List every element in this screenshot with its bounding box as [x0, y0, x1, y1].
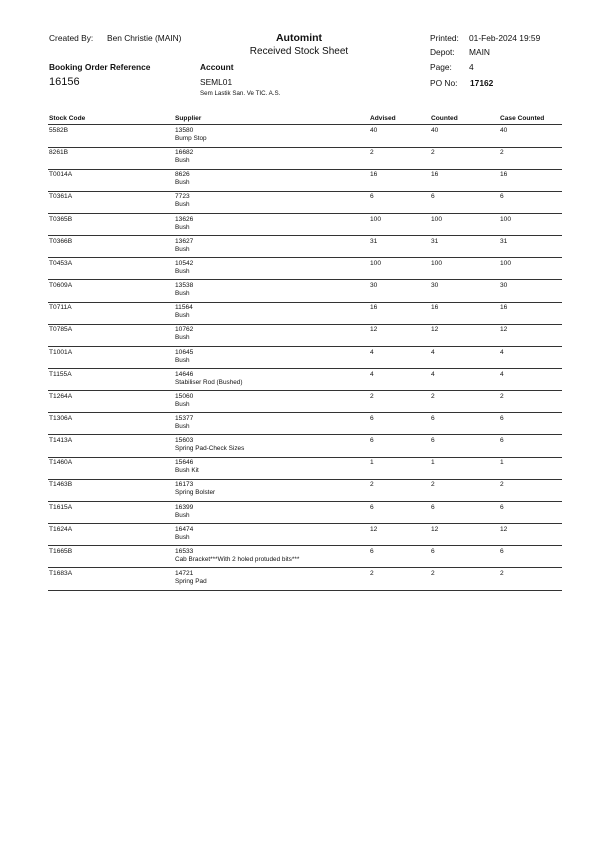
counted-cell: 12	[431, 326, 439, 334]
case-counted-cell: 6	[500, 503, 504, 511]
table-row	[0, 216, 595, 238]
case-counted-cell: 2	[500, 392, 504, 400]
description-cell: Bush	[175, 334, 190, 342]
row-divider	[48, 412, 562, 413]
table-row	[0, 326, 595, 348]
table-row	[0, 304, 595, 326]
stock-code-cell: T1463B	[49, 481, 73, 489]
description-cell: Bush	[175, 223, 190, 231]
description-cell: Stabiliser Rod (Bushed)	[175, 378, 243, 386]
supplier-code-cell: 11564	[175, 304, 193, 312]
table-row	[0, 570, 595, 592]
case-counted-cell: 2	[500, 481, 504, 489]
stock-code-cell: T0366B	[49, 237, 73, 245]
description-cell: Bush	[175, 422, 190, 430]
advised-cell: 16	[370, 171, 378, 179]
col-stock-code: Stock Code	[49, 115, 86, 122]
table-row	[0, 349, 595, 371]
header-divider	[48, 124, 562, 125]
created-by-label: Created By:	[49, 33, 94, 43]
description-cell: Bush Kit	[175, 467, 199, 475]
table-row	[0, 415, 595, 437]
counted-cell: 40	[431, 127, 439, 134]
row-divider	[48, 368, 562, 369]
counted-cell: 1	[431, 459, 435, 467]
description-cell: Bush	[175, 533, 190, 541]
counted-cell: 100	[431, 215, 443, 223]
case-counted-cell: 30	[500, 282, 508, 290]
row-divider	[48, 390, 562, 391]
advised-cell: 6	[370, 437, 374, 445]
stock-code-cell: T1413A	[49, 437, 73, 445]
table-row	[0, 260, 595, 282]
case-counted-cell: 6	[500, 414, 504, 422]
description-cell: Bush	[175, 201, 190, 209]
supplier-code-cell: 16399	[175, 503, 194, 511]
stock-code-cell: T1624A	[49, 525, 73, 533]
counted-cell: 4	[431, 348, 435, 356]
table-row	[0, 282, 595, 304]
stock-code-cell: T0361A	[49, 193, 73, 201]
case-counted-cell: 1	[500, 459, 504, 467]
case-counted-cell: 31	[500, 237, 508, 245]
description-cell: Bush	[175, 511, 190, 519]
counted-cell: 16	[431, 304, 439, 312]
table-row	[0, 526, 595, 548]
supplier-code-cell: 7723	[175, 193, 190, 201]
stock-code-cell: T1264A	[49, 392, 73, 400]
case-counted-cell: 16	[500, 304, 508, 312]
printed-value: 01-Feb-2024 19:59	[469, 33, 541, 43]
advised-cell: 4	[370, 348, 374, 356]
po-value: 17162	[470, 78, 494, 88]
counted-cell: 6	[431, 547, 435, 555]
advised-cell: 100	[370, 259, 382, 267]
counted-cell: 31	[431, 237, 439, 245]
table-row	[0, 393, 595, 415]
counted-cell: 2	[431, 481, 435, 489]
created-by-value: Ben Christie (MAIN)	[107, 33, 182, 43]
description-cell: Spring Pad	[175, 578, 207, 585]
stock-code-cell: T0365B	[49, 215, 73, 223]
case-counted-cell: 16	[500, 171, 508, 179]
table-row	[0, 504, 595, 526]
description-cell: Bump Stop	[175, 135, 207, 142]
row-divider	[48, 257, 562, 258]
table-row	[0, 437, 595, 459]
supplier-code-cell: 10645	[175, 348, 194, 356]
stock-code-cell: T0785A	[49, 326, 73, 334]
case-counted-cell: 6	[500, 193, 504, 201]
description-cell: Cab Bracket***With 2 holed protuded bits***	[175, 555, 300, 563]
supplier-code-cell: 16173	[175, 481, 194, 489]
advised-cell: 16	[370, 304, 378, 312]
col-advised: Advised	[370, 115, 396, 122]
advised-cell: 30	[370, 282, 378, 290]
row-divider	[48, 324, 562, 325]
case-counted-cell: 6	[500, 547, 504, 555]
advised-cell: 40	[370, 127, 378, 134]
booking-ref-value: 16156	[49, 76, 80, 88]
supplier-code-cell: 16533	[175, 547, 194, 555]
row-divider	[48, 302, 562, 303]
col-case-counted: Case Counted	[500, 115, 545, 122]
depot-label: Depot:	[430, 47, 455, 57]
row-divider	[48, 346, 562, 347]
counted-cell: 2	[431, 392, 435, 400]
row-divider	[48, 191, 562, 192]
advised-cell: 6	[370, 503, 374, 511]
case-counted-cell: 40	[500, 127, 508, 134]
advised-cell: 1	[370, 459, 374, 467]
supplier-code-cell: 15603	[175, 437, 194, 445]
stock-code-cell: T0453A	[49, 259, 73, 267]
account-name: Sem Lastik San. Ve TIC. A.S.	[200, 90, 281, 97]
stock-code-cell: T0609A	[49, 282, 73, 290]
row-divider	[48, 213, 562, 214]
table-row	[0, 127, 595, 149]
case-counted-cell: 2	[500, 149, 504, 157]
table-row	[0, 548, 595, 570]
supplier-code-cell: 14721	[175, 570, 194, 577]
description-cell: Bush	[175, 356, 190, 364]
stock-code-cell: T1460A	[49, 459, 73, 467]
counted-cell: 2	[431, 149, 435, 157]
counted-cell: 6	[431, 193, 435, 201]
counted-cell: 6	[431, 503, 435, 511]
stock-code-cell: T1683A	[49, 570, 73, 577]
counted-cell: 6	[431, 437, 435, 445]
row-divider	[48, 523, 562, 524]
description-cell: Bush	[175, 157, 190, 165]
supplier-code-cell: 8626	[175, 171, 190, 179]
case-counted-cell: 4	[500, 348, 504, 356]
supplier-code-cell: 14646	[175, 370, 194, 378]
description-cell: Bush	[175, 400, 190, 408]
advised-cell: 6	[370, 547, 374, 555]
description-cell: Spring Bolster	[175, 489, 216, 497]
page-value: 4	[469, 62, 474, 72]
description-cell: Spring Pad-Check Sizes	[175, 445, 245, 453]
case-counted-cell: 4	[500, 370, 504, 378]
advised-cell: 6	[370, 193, 374, 201]
description-cell: Bush	[175, 312, 190, 320]
table-row	[0, 238, 595, 260]
row-divider	[48, 501, 562, 502]
supplier-code-cell: 15377	[175, 414, 194, 422]
table-row	[0, 481, 595, 503]
stock-code-cell: T0014A	[49, 171, 73, 179]
col-counted: Counted	[431, 115, 458, 122]
advised-cell: 100	[370, 215, 382, 223]
printed-label: Printed:	[430, 33, 459, 43]
advised-cell: 12	[370, 525, 378, 533]
po-label: PO No:	[430, 78, 458, 88]
counted-cell: 6	[431, 414, 435, 422]
stock-code-cell: T1306A	[49, 414, 73, 422]
advised-cell: 2	[370, 481, 374, 489]
depot-value: MAIN	[469, 47, 490, 57]
counted-cell: 100	[431, 259, 443, 267]
table-row	[0, 371, 595, 393]
row-divider	[48, 279, 562, 280]
description-cell: Bush	[175, 267, 190, 275]
supplier-code-cell: 10762	[175, 326, 194, 334]
stock-code-cell: T1001A	[49, 348, 73, 356]
page-label: Page:	[430, 62, 452, 72]
row-divider	[48, 545, 562, 546]
supplier-code-cell: 15646	[175, 459, 194, 467]
row-divider	[48, 590, 562, 591]
advised-cell: 31	[370, 237, 378, 245]
table-row	[0, 149, 595, 171]
row-divider	[48, 235, 562, 236]
supplier-code-cell: 13626	[175, 215, 194, 223]
supplier-code-cell: 16474	[175, 525, 194, 533]
supplier-code-cell: 13538	[175, 282, 194, 290]
stock-code-cell: 5582B	[49, 127, 69, 134]
counted-cell: 4	[431, 370, 435, 378]
stock-code-cell: 8261B	[49, 149, 69, 157]
stock-code-cell: T1615A	[49, 503, 73, 511]
table-row	[0, 193, 595, 215]
description-cell: Bush	[175, 179, 190, 187]
advised-cell: 12	[370, 326, 378, 334]
supplier-code-cell: 16682	[175, 149, 194, 157]
case-counted-cell: 12	[500, 326, 508, 334]
row-divider	[48, 567, 562, 568]
advised-cell: 6	[370, 414, 374, 422]
booking-ref-label: Booking Order Reference	[49, 62, 151, 72]
counted-cell: 12	[431, 525, 439, 533]
advised-cell: 2	[370, 570, 374, 577]
description-cell: Bush	[175, 290, 190, 298]
case-counted-cell: 12	[500, 525, 508, 533]
advised-cell: 2	[370, 392, 374, 400]
supplier-code-cell: 13580	[175, 127, 194, 134]
account-label: Account	[200, 62, 234, 72]
row-divider	[48, 457, 562, 458]
supplier-code-cell: 10542	[175, 259, 194, 267]
case-counted-cell: 2	[500, 570, 504, 577]
stock-code-cell: T1155A	[49, 370, 72, 378]
table-row	[0, 459, 595, 481]
case-counted-cell: 6	[500, 437, 504, 445]
stock-code-cell: T1665B	[49, 547, 73, 555]
row-divider	[48, 147, 562, 148]
sheet-title: Received Stock Sheet	[249, 46, 349, 57]
col-supplier: Supplier	[175, 115, 202, 122]
stock-code-cell: T0711A	[49, 304, 72, 312]
case-counted-cell: 100	[500, 259, 512, 267]
row-divider	[48, 479, 562, 480]
company-name: Automint	[275, 32, 323, 44]
counted-cell: 16	[431, 171, 439, 179]
advised-cell: 4	[370, 370, 374, 378]
case-counted-cell: 100	[500, 215, 512, 223]
table-row	[0, 171, 595, 193]
counted-cell: 2	[431, 570, 435, 577]
advised-cell: 2	[370, 149, 374, 157]
account-code: SEML01	[200, 77, 233, 87]
counted-cell: 30	[431, 282, 439, 290]
row-divider	[48, 434, 562, 435]
supplier-code-cell: 13627	[175, 237, 194, 245]
description-cell: Bush	[175, 245, 190, 253]
supplier-code-cell: 15060	[175, 392, 194, 400]
row-divider	[48, 169, 562, 170]
